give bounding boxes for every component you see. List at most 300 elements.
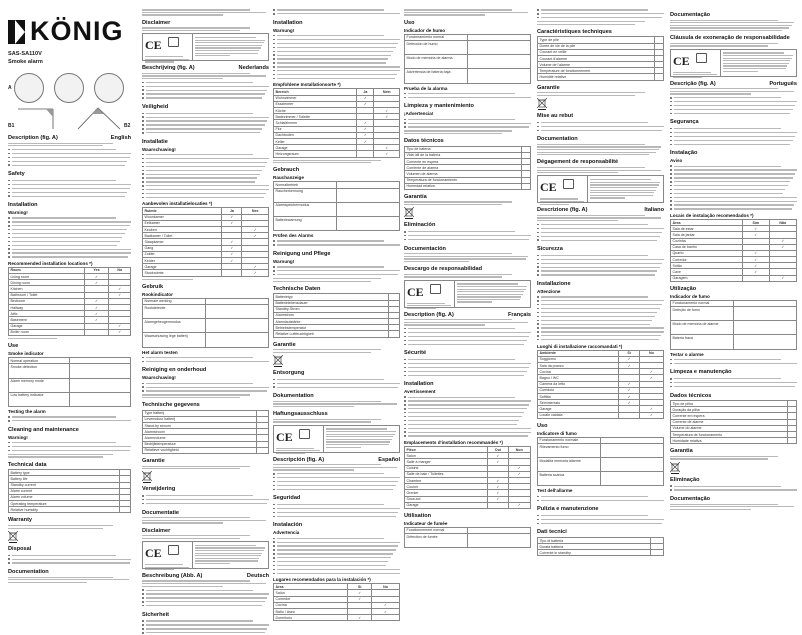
text-line xyxy=(195,50,260,51)
heading-text: Segurança xyxy=(670,119,699,126)
bullet-icon xyxy=(8,180,10,182)
table-cell: Betriebstemperatur xyxy=(274,325,389,331)
section-heading xyxy=(670,286,797,292)
table-cell: ✓ xyxy=(488,477,508,483)
language-label: Français xyxy=(507,311,531,318)
table-cell: Sala de estar xyxy=(671,226,743,232)
section-heading xyxy=(142,402,269,408)
table-header-cell: No xyxy=(109,267,131,273)
text-line xyxy=(277,55,391,56)
text-line xyxy=(12,420,132,421)
table-cell: Standby current xyxy=(9,482,120,488)
data-table xyxy=(404,446,531,509)
section-heading xyxy=(142,510,269,516)
table-cell: Vida útil de la batería xyxy=(405,152,522,158)
list-item xyxy=(142,604,269,608)
table-cell: Battery type xyxy=(9,470,120,476)
bullet-icon xyxy=(670,173,672,175)
table-cell: Salon xyxy=(405,453,488,459)
text-line xyxy=(457,289,526,290)
table-cell: Sous-sol xyxy=(405,496,488,502)
text-line xyxy=(277,270,401,271)
heading-text: Datos técnicos xyxy=(404,138,444,145)
bullet-icon xyxy=(670,128,672,130)
bullet-icon xyxy=(273,386,275,388)
standards-list xyxy=(721,50,796,76)
text-line xyxy=(8,525,113,526)
text-line xyxy=(12,225,130,226)
table-cell: Bagno / WC xyxy=(538,375,619,381)
heading-text: Sicurezza xyxy=(537,246,563,253)
table-row xyxy=(143,447,269,453)
bullet-icon xyxy=(8,221,10,223)
table-cell: Bedroom xyxy=(9,298,85,304)
bullet-icon xyxy=(8,229,10,231)
table-cell xyxy=(337,188,400,202)
text-line xyxy=(408,93,516,94)
text-line xyxy=(670,20,778,21)
text-line xyxy=(146,495,254,496)
table-cell: ✓ xyxy=(374,114,400,120)
bullet-icon xyxy=(670,185,672,187)
text-line xyxy=(408,119,516,120)
text-line xyxy=(12,221,132,222)
subheading: Aanbevolen installatielocaties *) xyxy=(142,201,213,207)
heading-text: Documentation xyxy=(537,136,578,143)
heading-text: Gebruik xyxy=(142,283,164,290)
text-line xyxy=(408,239,530,240)
text-line xyxy=(404,14,485,15)
text-line xyxy=(674,386,796,387)
bullet-icon xyxy=(142,120,144,122)
bullet-icon xyxy=(8,225,10,227)
text-line xyxy=(674,144,791,145)
table-cell: Quarto xyxy=(671,250,743,256)
text-line xyxy=(537,92,645,93)
table-header-cell: Área xyxy=(274,584,348,590)
table-cell: Normalbetrieb xyxy=(274,182,337,188)
table-cell xyxy=(222,270,242,276)
text-line xyxy=(146,132,260,133)
list-item xyxy=(273,514,400,518)
bullet-icon xyxy=(142,132,144,134)
bullet-icon xyxy=(537,308,539,310)
data-table xyxy=(273,293,400,337)
table-header-cell: Nee xyxy=(242,208,269,214)
table-cell: Bedrijfstemperatuur xyxy=(143,441,257,447)
section-heading xyxy=(537,207,664,213)
text-line xyxy=(541,331,664,332)
bullet-icon xyxy=(142,357,144,359)
text-line xyxy=(277,508,401,509)
text-line xyxy=(142,586,223,587)
text-line xyxy=(276,453,305,454)
table-cell: ✓ xyxy=(508,471,530,477)
bullet-icon xyxy=(8,233,10,235)
text-line xyxy=(408,332,532,333)
text-line xyxy=(12,233,125,234)
heading-text: Seguridad xyxy=(273,495,301,502)
text-line xyxy=(142,9,250,10)
table-cell: Courant d'alarme xyxy=(538,55,655,61)
text-line xyxy=(12,192,128,193)
bullet-icon xyxy=(537,122,539,124)
ce-mark-area xyxy=(671,50,721,76)
bullet-icon xyxy=(670,144,672,146)
text-line xyxy=(673,74,717,75)
text-line xyxy=(195,53,258,54)
text-line xyxy=(146,162,268,163)
table-cell: ✓ xyxy=(84,317,109,323)
table-cell: ✓ xyxy=(357,138,374,144)
bullet-icon xyxy=(142,386,144,388)
heading-text: Dati tecnici xyxy=(537,529,567,536)
text-line xyxy=(540,201,584,202)
text-line xyxy=(12,555,117,556)
text-line xyxy=(408,400,532,401)
text-line xyxy=(590,179,651,180)
section-heading xyxy=(404,20,531,26)
text-line xyxy=(146,499,270,500)
text-line xyxy=(723,58,792,59)
text-line xyxy=(277,549,396,550)
address-lines xyxy=(145,564,190,570)
text-line xyxy=(146,601,265,602)
list-item xyxy=(273,12,400,16)
section-heading xyxy=(273,411,400,417)
text-line xyxy=(541,9,649,10)
text-line xyxy=(674,193,783,194)
text-line xyxy=(537,215,645,216)
table-cell: Cucina xyxy=(538,369,619,375)
table-cell: Casa de banho xyxy=(671,244,743,250)
table-cell: Grenier xyxy=(405,490,488,496)
table-row xyxy=(671,438,797,444)
table-cell: ✓ xyxy=(348,615,372,621)
ce-mark-area xyxy=(538,176,588,202)
subheading: Test dell'allarme xyxy=(537,488,573,494)
heading-text: Uso xyxy=(537,422,548,429)
subheading: Locais de instalação recomendados *) xyxy=(670,212,754,218)
table-row xyxy=(143,304,269,318)
text-line xyxy=(12,237,123,238)
bullet-icon xyxy=(670,132,672,134)
ce-declaration-box xyxy=(670,49,797,77)
subheading: Emplacements d'installation recommandés *) xyxy=(404,440,503,445)
heading-text: Safety xyxy=(8,171,25,178)
table-cell: ✓ xyxy=(357,132,374,138)
section-heading xyxy=(537,246,664,252)
table-cell: ✓ xyxy=(242,270,269,276)
table-cell: Alarmspeichermodus xyxy=(274,202,337,216)
text-line xyxy=(541,320,653,321)
table-cell: Kitchen xyxy=(9,286,85,292)
table-header-cell: Não xyxy=(769,219,796,225)
list-item xyxy=(537,273,664,277)
text-line xyxy=(12,245,118,246)
bullet-icon xyxy=(670,189,672,191)
text-line xyxy=(670,88,778,89)
data-table xyxy=(670,300,797,350)
list-item xyxy=(142,96,269,100)
logo-chevron xyxy=(15,20,25,44)
text-line xyxy=(12,153,132,154)
bullet-icon xyxy=(142,597,144,599)
bullet-icon xyxy=(142,503,144,505)
table-cell: ✓ xyxy=(84,311,109,317)
list-item xyxy=(8,419,131,423)
table-cell: ✓ xyxy=(769,238,796,244)
table-row xyxy=(405,502,531,508)
table-cell: ✓ xyxy=(374,108,400,114)
heading-text: Instalación xyxy=(273,522,303,529)
table-cell: ✓ xyxy=(619,387,639,393)
table-row xyxy=(538,550,664,556)
table-cell: Woonkamer xyxy=(143,214,222,220)
data-table xyxy=(273,181,400,231)
smoke-alarm-drawing xyxy=(94,73,124,103)
table-cell: Type batterij xyxy=(143,410,257,416)
text-line xyxy=(590,182,661,183)
table-cell: Camera da letto xyxy=(538,381,619,387)
column-2 xyxy=(142,8,269,635)
text-line xyxy=(404,274,512,275)
text-line xyxy=(142,538,240,539)
bullet-icon xyxy=(273,58,275,60)
bullet-icon xyxy=(8,195,10,197)
language-label: Italiano xyxy=(644,207,664,214)
bullet-icon xyxy=(142,383,144,385)
heading-text: Eliminación xyxy=(404,222,436,229)
subheading: Testing the alarm xyxy=(8,409,46,414)
text-line xyxy=(146,86,270,87)
bullet-icon xyxy=(273,489,275,491)
table-cell xyxy=(337,202,400,216)
bullet-icon xyxy=(670,165,672,167)
section-heading xyxy=(670,369,797,375)
table-cell: Soggiorno xyxy=(538,356,619,362)
brand-logo xyxy=(8,16,131,47)
table-header-cell: Yes xyxy=(84,267,109,273)
list-item xyxy=(273,77,400,81)
text-line xyxy=(404,256,528,257)
text-line xyxy=(674,140,793,141)
text-line xyxy=(12,229,128,230)
address-lines xyxy=(407,303,452,309)
bullet-icon xyxy=(537,496,539,498)
table-header-cell: Oui xyxy=(488,447,508,453)
table-cell: ✓ xyxy=(508,502,530,508)
table-cell: Deteção de fumo xyxy=(671,307,734,321)
text-line xyxy=(273,467,397,468)
text-line xyxy=(537,170,661,171)
table-cell: Type de pile xyxy=(538,37,655,43)
weee-crossed-bin-icon xyxy=(8,531,18,542)
text-line xyxy=(457,283,518,284)
list-item xyxy=(8,561,131,565)
section-heading xyxy=(273,457,400,463)
text-line xyxy=(277,557,391,558)
table-cell: Funcionamento normal xyxy=(671,300,734,306)
text-line xyxy=(540,204,569,205)
table-cell xyxy=(734,321,797,335)
text-line xyxy=(142,14,223,15)
table-cell: Sala da pranzo xyxy=(538,363,619,369)
text-line xyxy=(146,181,255,182)
heading-text: Installation xyxy=(8,202,38,209)
text-line xyxy=(146,174,260,175)
text-line xyxy=(146,124,265,125)
data-table xyxy=(273,88,400,157)
bullet-icon xyxy=(273,62,275,64)
section-heading xyxy=(8,569,131,575)
text-line xyxy=(273,406,354,407)
table-cell: Alarm current xyxy=(9,488,120,494)
table-cell: Chambre xyxy=(405,477,488,483)
table-header-cell: Room xyxy=(9,267,85,273)
table-row xyxy=(538,74,664,80)
table-cell: ✓ xyxy=(639,412,663,418)
text-line xyxy=(277,512,399,513)
text-line xyxy=(12,562,130,563)
list-item xyxy=(404,434,531,438)
text-line xyxy=(12,559,132,560)
heading-text: Mise au rebut xyxy=(537,113,574,120)
subheading: Rauchanzeige xyxy=(273,175,304,181)
text-line xyxy=(277,35,385,36)
list-item xyxy=(273,487,400,491)
bullet-icon xyxy=(273,557,275,559)
table-cell xyxy=(601,443,664,457)
table-cell: Dachboden xyxy=(274,132,357,138)
table-cell: Alarmgeheugenmodus xyxy=(143,319,206,333)
notified-body-icon xyxy=(299,429,310,439)
section-heading xyxy=(142,20,269,26)
text-line xyxy=(723,60,791,61)
bullet-icon xyxy=(273,545,275,547)
table-row xyxy=(274,202,400,216)
text-line xyxy=(142,466,250,467)
text-line xyxy=(277,477,401,478)
subheading: ¡Advertencia! xyxy=(404,111,434,117)
table-cell: ✓ xyxy=(742,250,769,256)
list-item xyxy=(8,194,131,198)
bullet-icon xyxy=(670,169,672,171)
text-line xyxy=(195,45,263,46)
bullet-icon xyxy=(404,412,406,414)
section-heading xyxy=(537,136,664,142)
table-cell: Stookruimte xyxy=(143,270,222,276)
list-item xyxy=(8,163,131,167)
column-5 xyxy=(537,8,664,558)
section-heading xyxy=(8,171,131,177)
ce-mark-icon: CE xyxy=(540,180,557,195)
brand-name: KÖNIG xyxy=(30,16,124,46)
text-line xyxy=(12,446,132,447)
text-line xyxy=(674,486,782,487)
table-header-cell: Ja xyxy=(222,208,242,214)
logo-mark xyxy=(8,20,25,44)
text-line xyxy=(408,408,527,409)
ce-mark-icon: CE xyxy=(145,545,162,560)
table-cell: ✓ xyxy=(374,151,400,157)
text-line xyxy=(195,40,266,41)
text-line xyxy=(145,564,183,565)
text-line xyxy=(146,357,254,358)
list-item xyxy=(273,385,400,389)
text-line xyxy=(541,236,660,237)
bullet-icon xyxy=(142,124,144,126)
table-cell: ✓ xyxy=(222,251,242,257)
bullet-icon xyxy=(537,17,539,19)
smoke-alarm-drawing xyxy=(14,73,44,103)
text-line xyxy=(146,117,270,118)
section-heading xyxy=(142,139,269,145)
weee-crossed-bin-icon xyxy=(142,471,152,482)
text-line xyxy=(457,301,492,302)
text-line xyxy=(12,416,117,417)
heading-text: Dégagement de responsabilité xyxy=(537,159,619,166)
text-line xyxy=(670,456,778,457)
heading-text: Uso xyxy=(404,19,415,26)
table-header-cell: Sim xyxy=(742,219,769,225)
bullet-icon xyxy=(537,519,539,521)
text-line xyxy=(723,65,788,66)
text-line xyxy=(195,563,230,564)
text-line xyxy=(541,240,658,241)
bullet-icon xyxy=(273,70,275,72)
text-line xyxy=(541,224,649,225)
bullet-icon xyxy=(273,541,275,543)
heading-text: Descrizione (fig. A) xyxy=(537,207,588,214)
table-cell: ✓ xyxy=(84,280,109,286)
section-heading xyxy=(537,281,664,287)
text-line xyxy=(146,82,254,83)
table-cell: Corriente en espera xyxy=(405,159,522,165)
mounting-diagram xyxy=(8,105,131,131)
table-cell: Battery life xyxy=(9,476,120,482)
ce-mark-area xyxy=(143,542,193,568)
table-cell: Corrente in standby xyxy=(538,550,651,556)
text-line xyxy=(541,122,649,123)
text-line xyxy=(404,324,485,325)
language-label: Português xyxy=(769,80,797,87)
bullet-icon xyxy=(670,378,672,380)
bullet-icon xyxy=(142,197,144,199)
table-cell: ✓ xyxy=(357,120,374,126)
weee-crossed-bin-icon xyxy=(670,462,680,473)
text-line xyxy=(8,456,103,457)
table-cell: ✓ xyxy=(619,400,639,406)
bullet-icon xyxy=(8,149,10,151)
column-3 xyxy=(273,8,400,623)
table-cell: ✓ xyxy=(242,264,269,270)
text-line xyxy=(537,154,649,155)
text-line xyxy=(674,166,782,167)
bullet-icon xyxy=(8,157,10,159)
subheading: Indicador de fumo xyxy=(670,293,710,299)
subheading: Het alarm testen xyxy=(142,349,178,355)
table-cell: Corrente de alarme xyxy=(671,419,788,425)
bullet-icon xyxy=(404,359,406,361)
table-row xyxy=(9,364,131,378)
text-line xyxy=(674,97,782,98)
data-table xyxy=(404,34,531,84)
bullet-icon xyxy=(8,442,10,444)
bullet-icon xyxy=(537,323,539,325)
bullet-icon xyxy=(537,126,539,128)
text-line xyxy=(146,97,263,98)
